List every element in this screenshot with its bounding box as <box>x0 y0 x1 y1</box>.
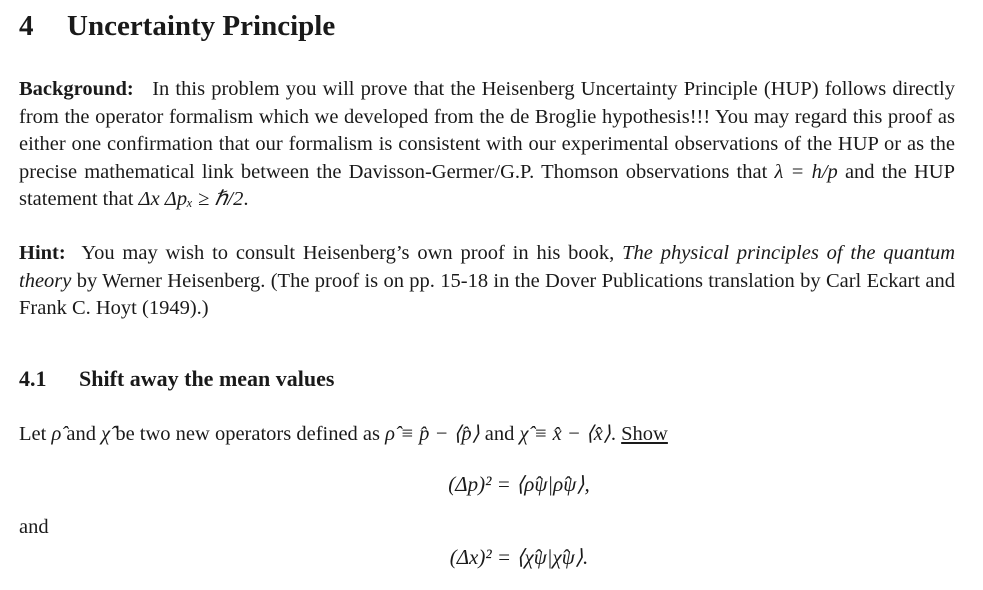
background-text-b: and the HUP statement that <box>19 160 955 210</box>
background-text-a: In this problem you will prove that the Heisenberg Uncertainty Principle (HUP) follows directly from the operator formalism which we developed from the de Broglie hypothesis!!! You may regard this proof as either one confirmation that our formalism is consistent with our experimental observations of the HUP or as the precise mathematical link between the Davisson-Germer/G.P. Thomson observations that <box>19 78 955 183</box>
hint-text-b: by Werner Heisenberg. (The proof is on pp. 15-18 in the Dover Publications translation by Carl Eckart and Frank C. Hoyt (1949).) <box>19 269 955 319</box>
hint-text-a: You may wish to consult Heisenberg’s own proof in his book, <box>81 242 623 264</box>
background-label: Background: <box>19 78 134 100</box>
section-heading <box>19 10 335 43</box>
chi-definition: χ̂ ≡ x̂ − ⟨x̂⟩ <box>519 423 611 445</box>
section-number: 4 <box>19 10 34 42</box>
hint-paragraph <box>19 240 955 323</box>
equation-delta-x <box>49 545 983 570</box>
hup-statement: Δx Δpₓ ≥ ℏ/2 <box>138 188 244 210</box>
operator-chi: χ̂ <box>101 423 111 445</box>
lambda-relation: λ = h/p <box>774 160 838 183</box>
subsection-heading <box>19 366 334 392</box>
task-text-e: . <box>610 423 622 445</box>
task-text-b: and <box>61 423 102 445</box>
operator-rho: ρ̂ <box>51 423 62 445</box>
equation-delta-p-text: (Δp)² = ⟨ρ̂ψ|ρ̂ψ⟩, <box>448 472 590 496</box>
equation-delta-x-text: (Δx)² = ⟨χ̂ψ|χ̂ψ⟩. <box>449 545 589 569</box>
task-text-d: and <box>479 423 520 445</box>
book-title: The physical principles of the quantum theory <box>19 242 956 292</box>
rho-definition: ρ̂ ≡ p̂ − ⟨p̂⟩ <box>385 423 480 445</box>
task-text-c: be two new operators defined as <box>110 423 386 445</box>
background-paragraph <box>19 76 955 214</box>
task-text-a: Let <box>19 423 52 445</box>
section-title: Uncertainty Principle <box>67 10 336 42</box>
background-text-end: . <box>243 188 249 210</box>
connector-and: and <box>19 516 49 538</box>
subsection-number: 4.1 <box>19 366 47 391</box>
hint-label: Hint: <box>19 242 66 264</box>
equation-delta-p <box>49 472 983 497</box>
task-statement <box>19 421 955 449</box>
subsection-title: Shift away the mean values <box>79 366 335 391</box>
show-link[interactable]: Show <box>621 423 668 445</box>
